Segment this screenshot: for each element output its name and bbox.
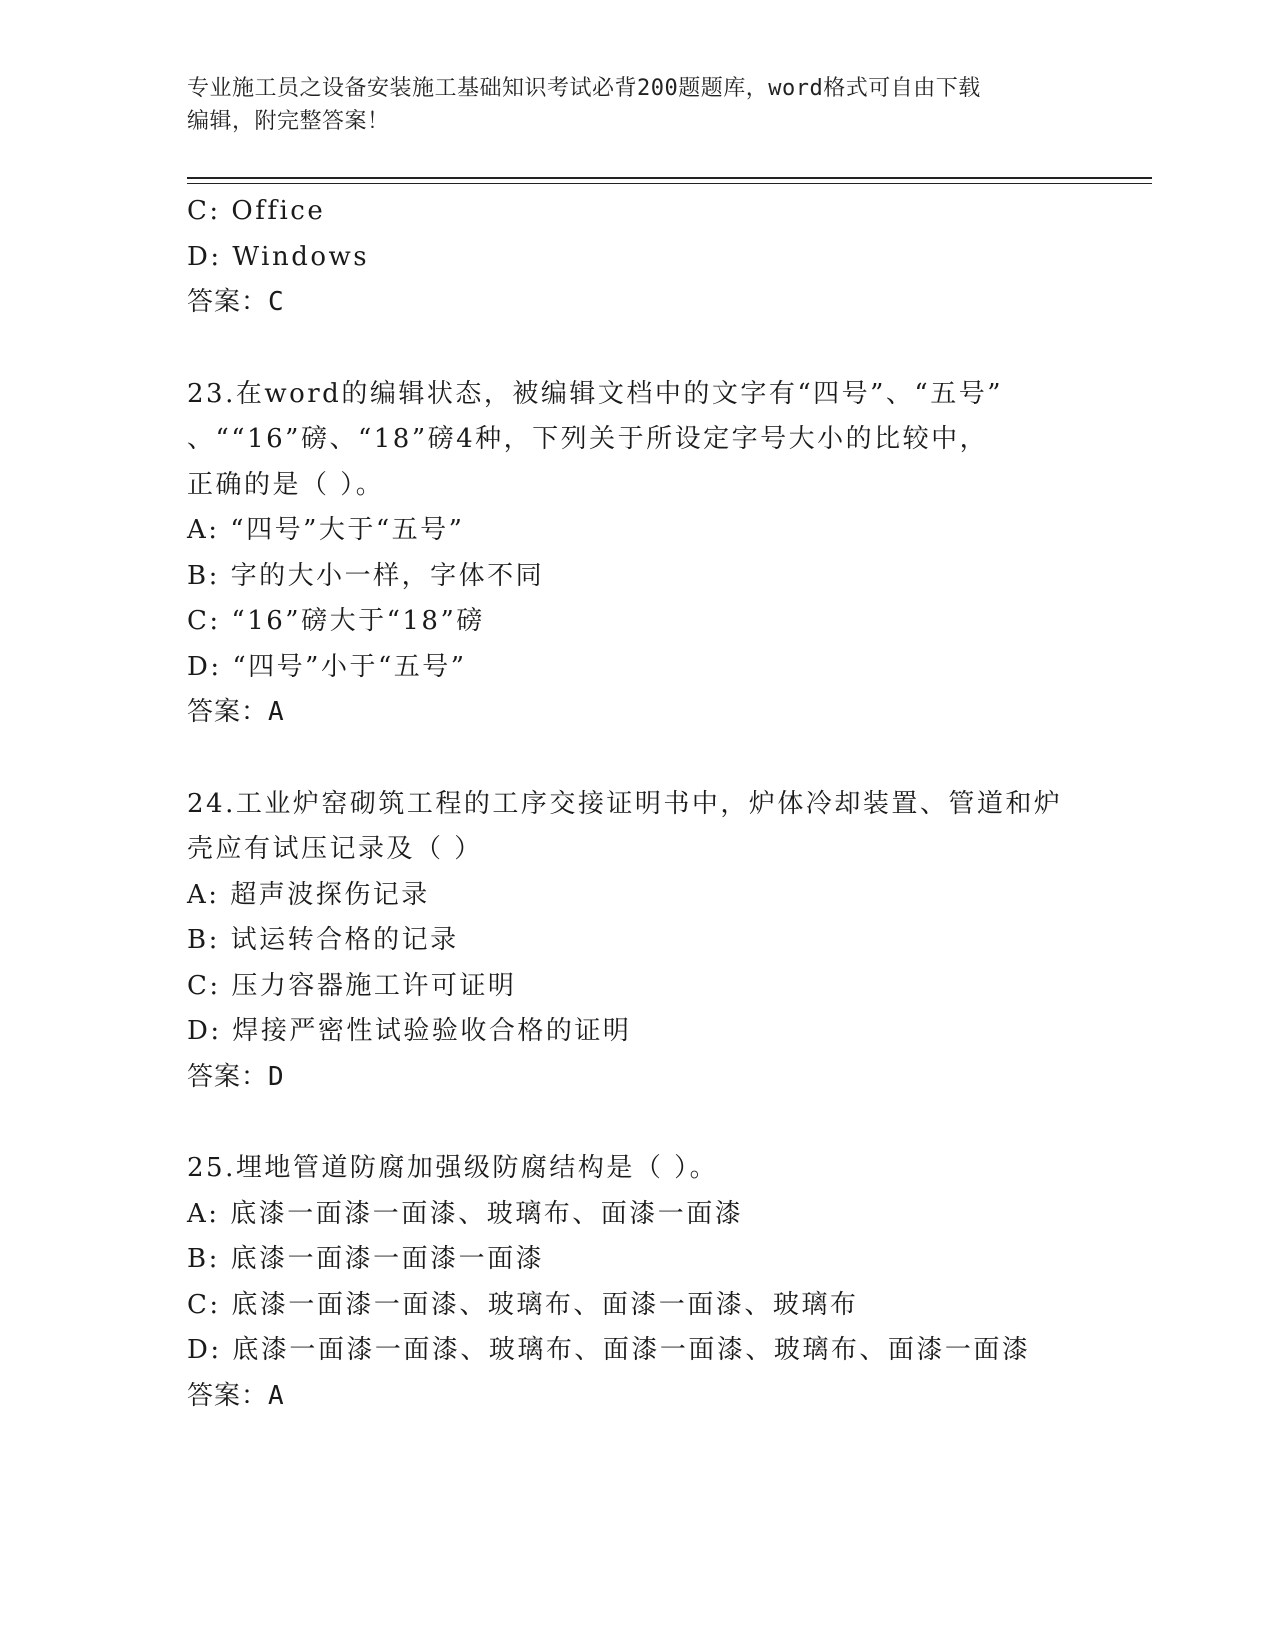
question-stem-line: 正确的是（ ）。 (187, 469, 385, 500)
question-24 (187, 782, 1147, 1101)
option-c: C: 底漆一面漆一面漆、玻璃布、面漆一面漆、玻璃布 (187, 1289, 859, 1320)
question-22-tail (187, 189, 1147, 326)
option-d: D: “四号”小于“五号” (187, 651, 467, 682)
answer-line: 答案：A (187, 697, 285, 727)
question-spacer (187, 736, 1147, 782)
option-a: A: 底漆一面漆一面漆、玻璃布、面漆一面漆 (187, 1198, 744, 1229)
header-divider-thin (187, 183, 1152, 184)
option-d: D: 底漆一面漆一面漆、玻璃布、面漆一面漆、玻璃布、面漆一面漆 (187, 1335, 1031, 1365)
option-c: C: 压力容器施工许可证明 (187, 970, 517, 1001)
document-header (187, 72, 1067, 138)
option-b: B: 试运转合格的记录 (187, 925, 459, 955)
question-25 (187, 1146, 1147, 1419)
option-a: A: “四号”大于“五号” (187, 515, 465, 545)
question-stem-line: 24.工业炉窑砌筑工程的工序交接证明书中，炉体冷却装置、管道和炉 (187, 788, 1063, 819)
question-stem-line: 壳应有试压记录及（ ） (187, 834, 483, 864)
option-a: A: 超声波探伤记录 (187, 879, 430, 910)
header-title-line2: 编辑，附完整答案！ (187, 109, 390, 134)
question-stem-line: 25.埋地管道防腐加强级防腐结构是（ ）。 (187, 1153, 719, 1183)
question-spacer (187, 1100, 1147, 1146)
option-c: C: Office (187, 196, 326, 226)
answer-line: 答案：A (187, 1380, 285, 1411)
option-b: B: 底漆一面漆一面漆一面漆 (187, 1244, 545, 1274)
option-d: D: 焊接严密性试验验收合格的证明 (187, 1016, 632, 1046)
question-list (187, 189, 1147, 1419)
option-c: C: “16”磅大于“18”磅 (187, 606, 485, 636)
header-divider-thick (187, 177, 1152, 179)
option-b: B: 字的大小一样，字体不同 (187, 560, 545, 591)
question-stem-line: 23.在word的编辑状态，被编辑文档中的文字有“四号”、“五号” (187, 378, 1003, 409)
header-title-line1: 专业施工员之设备安装施工基础知识考试必背200题题库，word格式可自由下载 (187, 76, 981, 101)
question-spacer (187, 326, 1147, 372)
question-23 (187, 372, 1147, 736)
question-stem-line: 、““16”磅、“18”磅4种，下列关于所设定字号大小的比较中， (187, 424, 989, 454)
answer-line: 答案：D (187, 1061, 285, 1092)
option-d: D: Windows (187, 241, 370, 272)
answer-line: 答案：C (187, 287, 285, 317)
